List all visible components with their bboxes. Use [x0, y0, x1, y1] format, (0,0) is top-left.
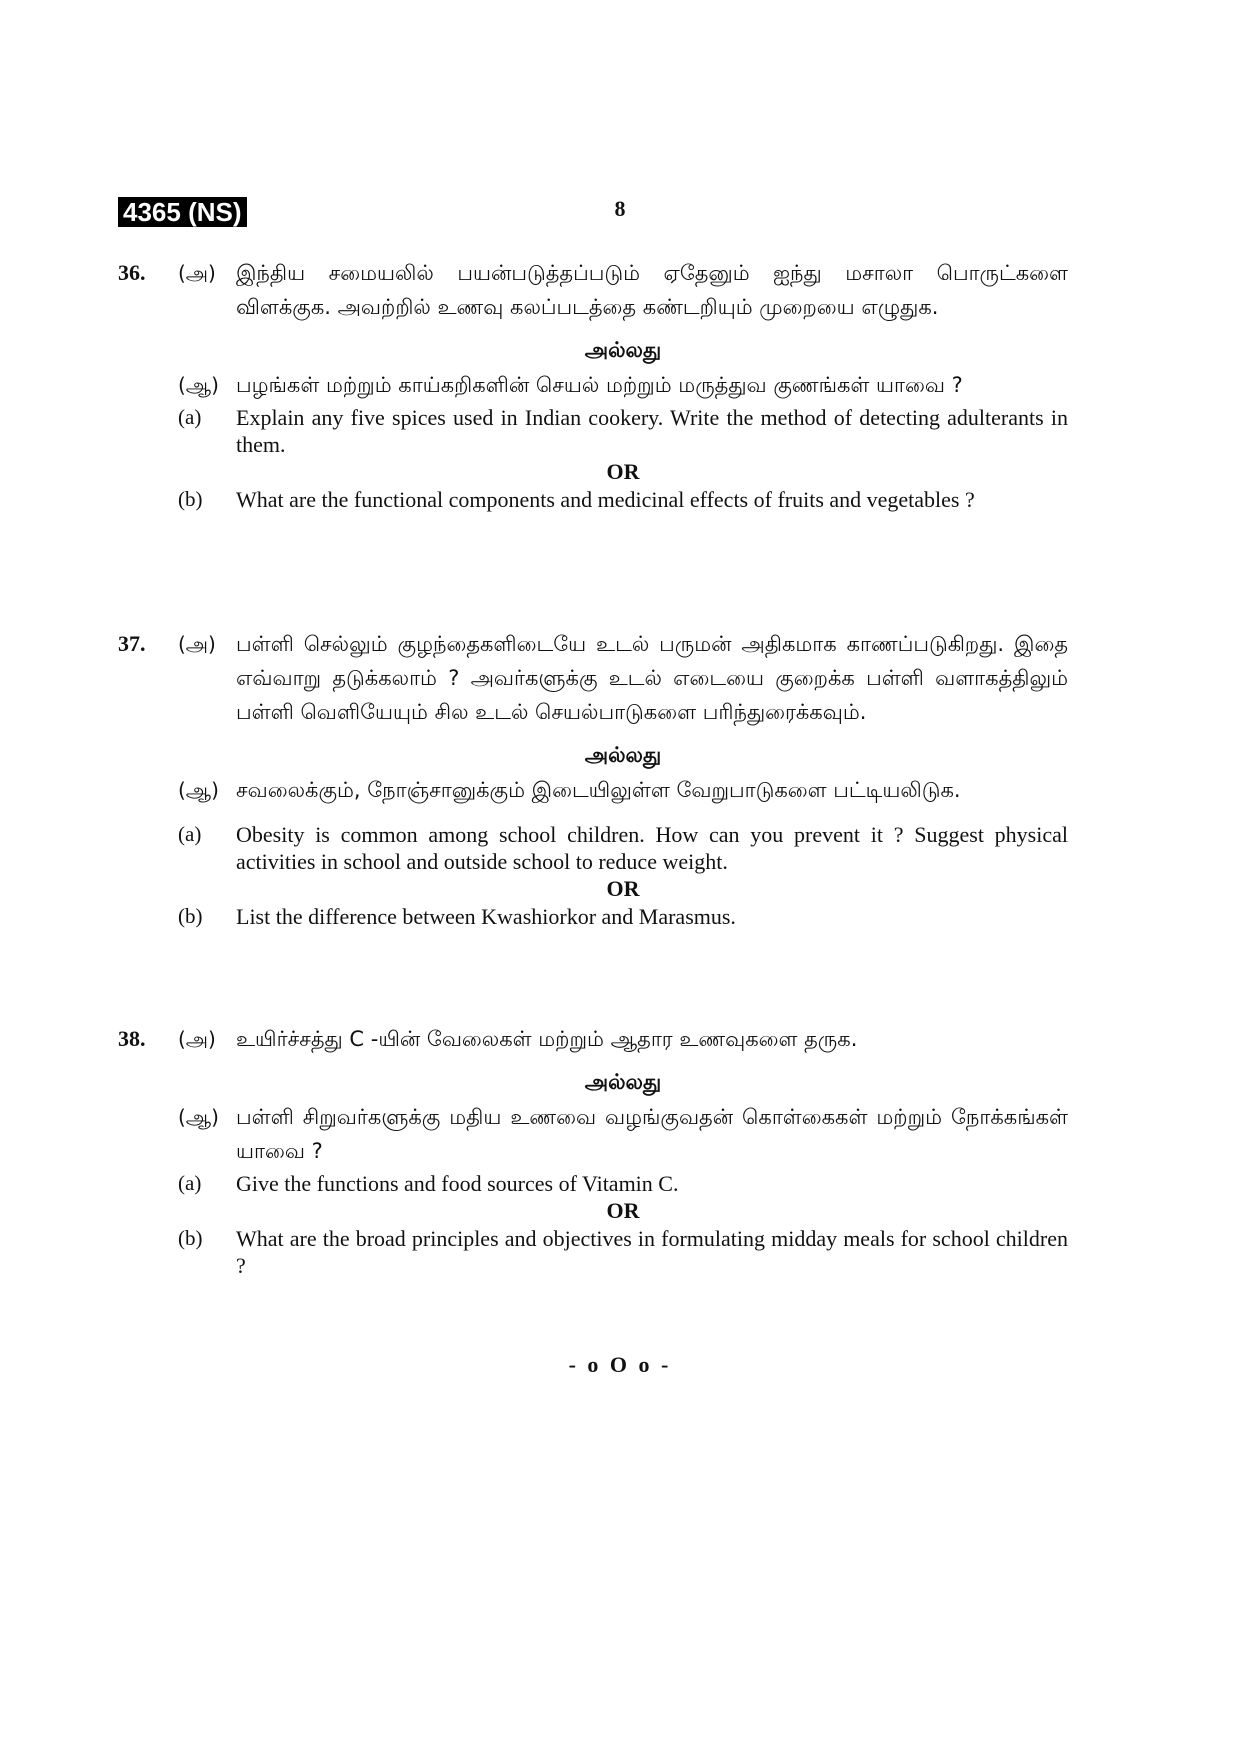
part-label: (b) [178, 904, 203, 928]
question-37-tamil-a [178, 627, 1068, 729]
question-38-english-a [178, 1170, 1068, 1197]
part-label: (ஆ) [178, 778, 219, 802]
or-separator-tamil: அல்லது [584, 743, 662, 767]
part-label: (அ) [178, 632, 216, 656]
question-36-tamil-a [178, 256, 1068, 324]
question-text: Obesity is common among school children. How can you prevent it ? Suggest physical activities in school and outside school to reduce weight. [236, 822, 1068, 874]
question-37-english-a [178, 821, 1068, 875]
question-text: List the difference between Kwashiorkor and Marasmus. [236, 904, 736, 929]
part-label: (ஆ) [178, 373, 219, 397]
question-text: Explain any five spices used in Indian cookery. Write the method of detecting adulterants in them. [236, 405, 1068, 457]
question-number: 37. [118, 631, 146, 656]
page-number: 8 [614, 196, 626, 221]
question-38 [118, 1022, 1068, 1279]
part-label: (a) [178, 1171, 202, 1195]
question-text: உயிர்ச்சத்து C -யின் வேலைகள் மற்றும் ஆதார உணவுகளை தருக. [236, 1027, 858, 1051]
question-text: இந்திய சமையலில் பயன்படுத்தப்படும் ஏதேனும் ஐந்து மசாலா பொருட்களை விளக்குக. அவற்றில் உணவு கலப்படத்தை கண்டறியும் முறையை எழுதுக. [236, 261, 1068, 319]
or-separator-tamil: அல்லது [584, 338, 662, 362]
question-text: Give the functions and food sources of Vitamin C. [236, 1171, 679, 1196]
part-label: (ஆ) [178, 1105, 219, 1129]
question-text: பழங்கள் மற்றும் காய்கறிகளின் செயல் மற்றும் மருத்துவ குணங்கள் யாவை ? [236, 373, 963, 397]
question-37 [118, 627, 1068, 930]
or-separator-english: OR [606, 459, 640, 484]
part-label: (அ) [178, 261, 216, 285]
or-separator-english: OR [606, 876, 640, 901]
question-38-tamil-a [178, 1022, 1068, 1056]
question-36-english-a [178, 404, 1068, 458]
question-text: பள்ளி செல்லும் குழந்தைகளிடையே உடல் பருமன் அதிகமாக காணப்படுகிறது. இதை எவ்வாறு தடுக்கலாம் ? அவர்களுக்கு உடல் எடையை குறைக்க பள்ளி வளாகத்திலும் பள்ளி வெளியேயும் சில உடல் செயல்பாடுகளை பரிந்துரைக்கவும். [236, 632, 1068, 724]
question-text: What are the broad principles and objectives in formulating midday meals for school children ? [236, 1226, 1068, 1278]
part-label: (b) [178, 1226, 203, 1250]
question-number: 36. [118, 260, 146, 285]
question-text: சவலைக்கும், நோஞ்சானுக்கும் இடையிலுள்ள வேறுபாடுகளை பட்டியலிடுக. [236, 778, 961, 802]
question-38-english-b [178, 1225, 1068, 1279]
question-37-tamil-b [178, 773, 1068, 807]
question-36-english-b [178, 486, 1068, 513]
paper-code: 4365 (NS) [118, 197, 247, 227]
question-36-tamil-b [178, 368, 1068, 402]
question-36 [118, 256, 1068, 513]
or-separator-tamil: அல்லது [584, 1070, 662, 1094]
end-of-paper-mark: - o O o - [568, 1352, 672, 1377]
part-label: (a) [178, 405, 202, 429]
part-label: (b) [178, 487, 203, 511]
question-text: பள்ளி சிறுவர்களுக்கு மதிய உணவை வழங்குவதன் கொள்கைகள் மற்றும் நோக்கங்கள் யாவை ? [236, 1105, 1068, 1163]
question-38-tamil-b [178, 1100, 1068, 1168]
or-separator-english: OR [606, 1198, 640, 1223]
part-label: (a) [178, 822, 202, 846]
part-label: (அ) [178, 1027, 216, 1051]
question-37-english-b [178, 903, 1068, 930]
question-number: 38. [118, 1026, 146, 1051]
question-text: What are the functional components and medicinal effects of fruits and vegetables ? [236, 487, 975, 512]
